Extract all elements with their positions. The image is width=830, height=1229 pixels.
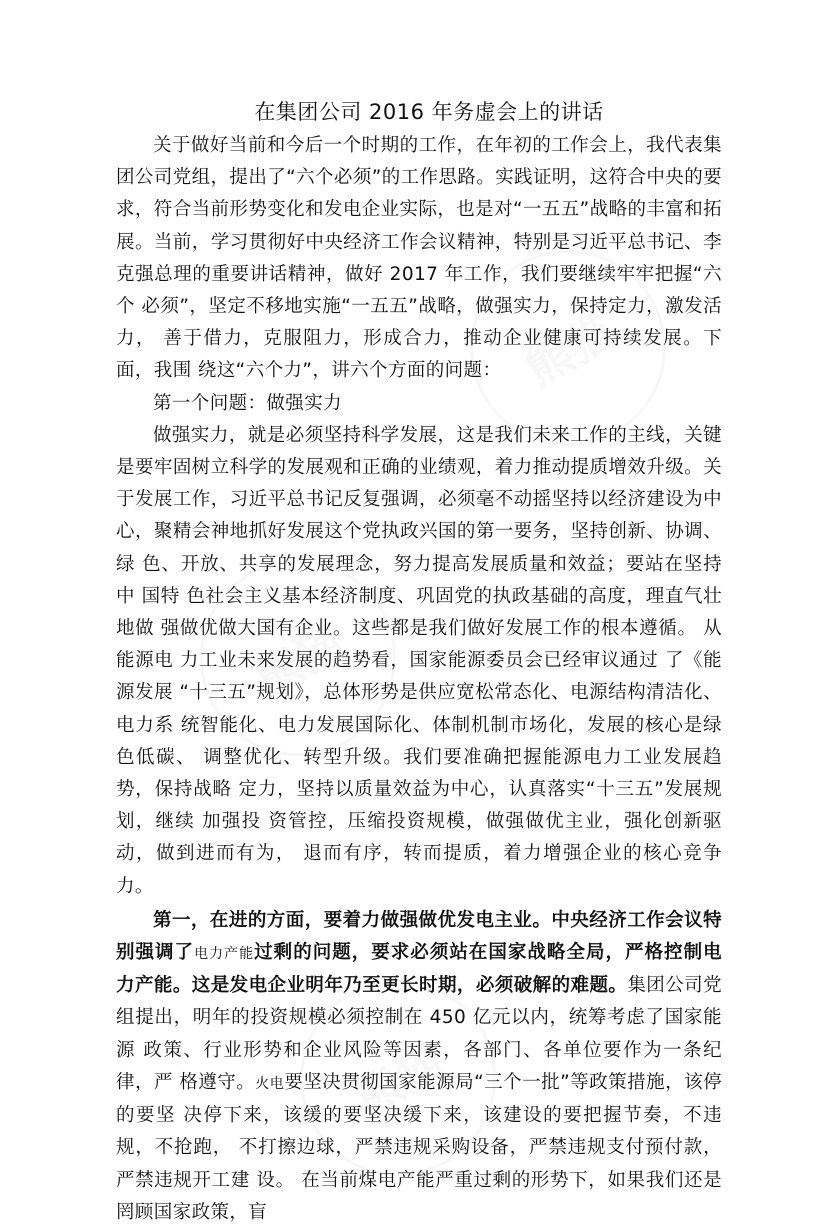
inline-serif-text: 电力产能 bbox=[194, 946, 255, 963]
watermark-text: 熊猫 bbox=[246, 614, 353, 707]
inline-serif-text: 火电 bbox=[255, 1075, 285, 1092]
section-paragraph: 做强实力，就是必须坚持科学发展，这是我们未来工作的主线，关键 是要牢固树立科学的发展观和正确的业绩观，着力推动提质增效升级。关 于发展工作，习近平总书记反复强调，必须毫不动摇坚持以经济建设为中 心，聚精会神地抓好发展这个党执政兴国的第一要务，坚持创新、协调、 绿 色、开放、共享的发展理念，努力提高发展质量和效益；要站在坚持中 国特 色社会主义基本经济制度、巩固党的执政基础的高度，理直气壮地做 强做优做大国有企业。这些都是我们做好发展工作的根本遵循。 从能源电 力工业未来发展的趋势看，国家能源委员会已经审议通过 了《能源发展 “十三五”规划》，总体形势是供应宽松常态化、电源结构清洁化、电力系 统智能化、电力发展国际化、体制机制市场化，发展的核心是绿色低碳、 调整优化、转型升级。我们要准确把握能源电力工业发展趋势，保持战略 定力，坚持以质量效益为中心，认真落实“十三五”发展规划，继续 加强投 资管控，压缩投资规模，做强做优主业，强化创新驱动，做到进而有为， 退而有序，转而提质，着力增强企业的核心竞争力。 bbox=[116, 424, 722, 897]
body-text: 要坚决贯彻国家能源局“三个一批”等政策措施，该停的要坚 决停下来，该缓的要坚决缓下来，该建设的要把握节奏，不违规，不抢跑， 不打擦边球，严禁违规采购设备，严禁违规支付预付款，严禁违规开工建 设。 在当前煤电产能严重过剩的形势下，如果我们还是罔顾国家政策，盲 bbox=[116, 1071, 722, 1223]
watermark-text: 熊猫 bbox=[516, 304, 623, 397]
body-text: 集团公司党 组提出，明年的投资规模必须控制在 450 亿元以内，统筹考虑了国家能源 政策、行业形势和企业风险等因素，各部门、各单位要作为一条纪律，严 格遵守。 bbox=[116, 975, 722, 1093]
bold-text: 过剩的问题，要求必须站在国家战略全局，严格控制电 力产能。这是发电企业明年乃至更长时期，必须破解的难题。 bbox=[116, 942, 722, 997]
watermark-text: 熊猫 bbox=[346, 1034, 453, 1127]
page-title: 在集团公司 2016 年务虚会上的讲话 bbox=[254, 100, 604, 124]
section-heading: 第一个问题：做强实力 bbox=[153, 392, 343, 414]
document-body bbox=[116, 98, 722, 1229]
intro-paragraph: 关于做好当前和今后一个时期的工作，在年初的工作会上，我代表集 团公司党组，提出了“六个必须”的工作思路。实践证明，这符合中央的要 求，符合当前形势变化和发电企业实际，也是对“一五五”战略的丰富和拓 展。当前，学习贯彻好中央经济工作会议精神，特别是习近平总书记、李 克强总理的重要讲话精神，做好 2017 年工作，我们要继续牢牢把握“六个 必须”，坚定不移地实施“一五五”战略，做强实力，保持定力，激发活力， 善于借力，克服阻力，形成合力，推动企业健康可持续发展。下面，我围 绕这“六个力”，讲六个方面的问题： bbox=[116, 135, 722, 382]
section-paragraph-first-point bbox=[116, 905, 722, 1229]
bold-text: 第一，在进的方面，要着力做强做优发电主业。中央经济工作会议特 别强调了 bbox=[116, 909, 722, 964]
